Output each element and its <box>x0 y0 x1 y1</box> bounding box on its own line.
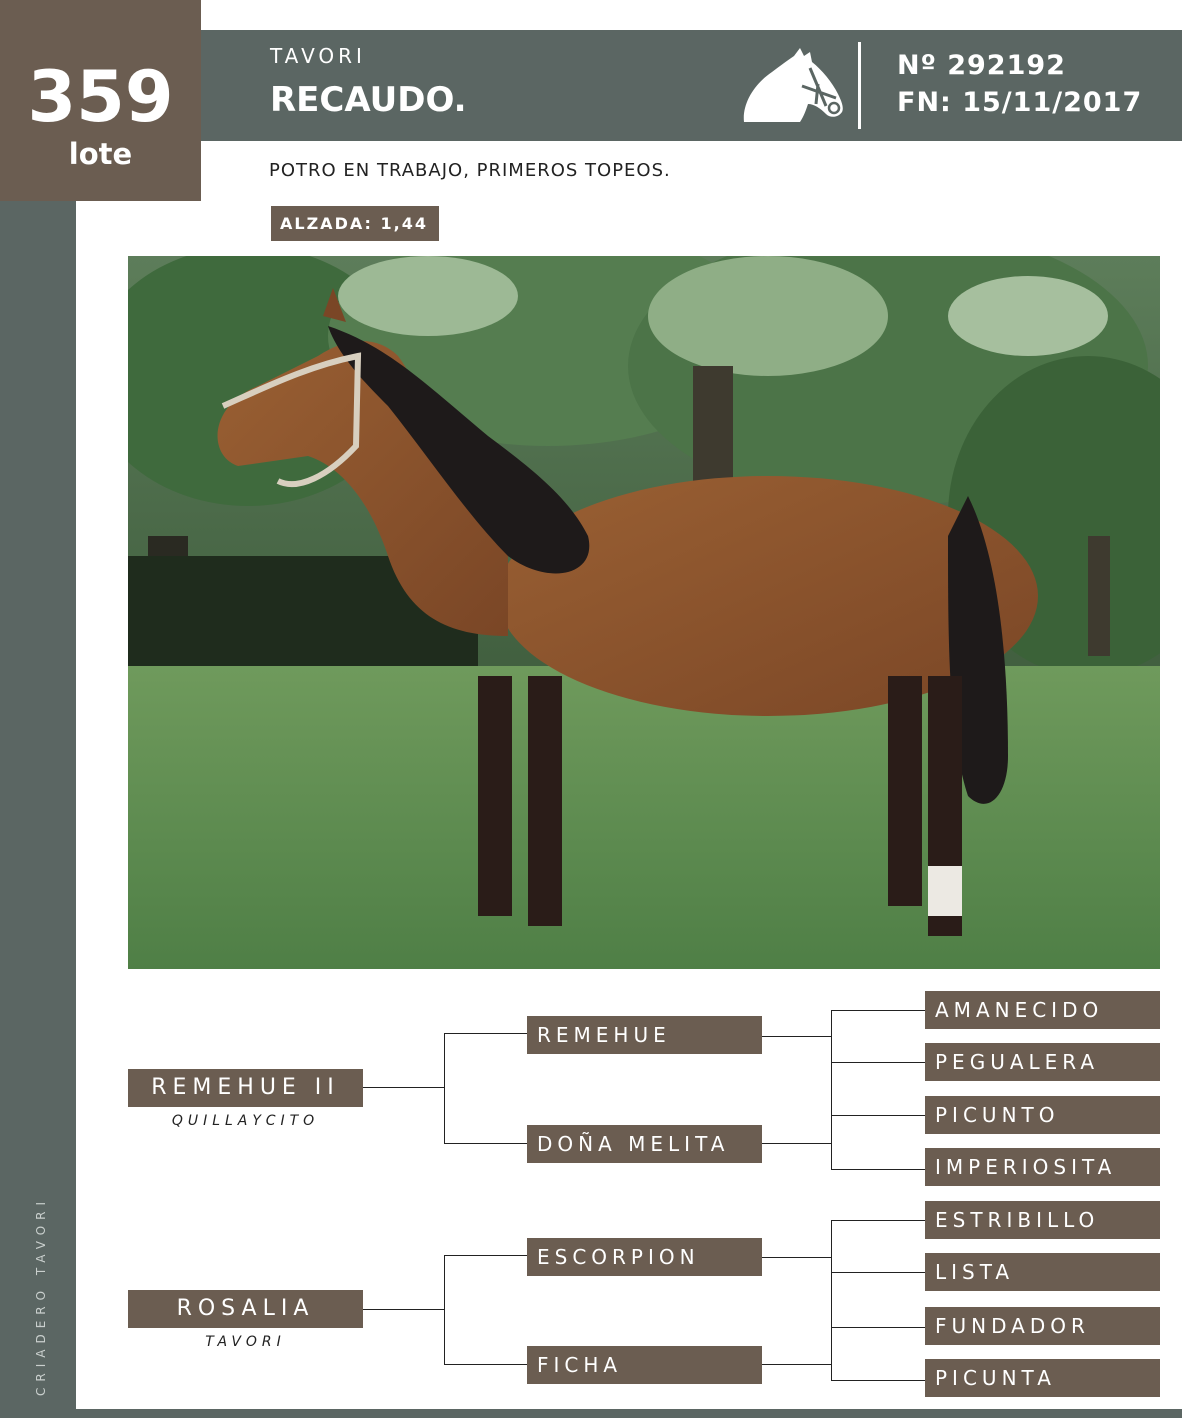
connector <box>831 1380 925 1381</box>
connector <box>444 1143 527 1144</box>
connector <box>444 1255 445 1365</box>
pedigree-great-3: PICUNTO <box>925 1096 1160 1134</box>
connector <box>831 1010 925 1011</box>
pedigree-great-7: FUNDADOR <box>925 1307 1160 1345</box>
connector <box>444 1033 445 1144</box>
connector <box>761 1143 831 1144</box>
connector <box>831 1010 832 1063</box>
sidebar-breeder-text: CRIADERO TAVORI <box>34 1195 48 1396</box>
connector <box>831 1169 925 1170</box>
header-divider <box>858 42 861 129</box>
lot-label: lote <box>68 137 133 171</box>
pedigree-dam: ROSALIA <box>128 1290 363 1328</box>
pedigree-maternal-grandsire: ESCORPION <box>527 1238 762 1276</box>
pedigree-great-6: LISTA <box>925 1253 1160 1291</box>
connector <box>761 1364 831 1365</box>
pedigree-great-5: ESTRIBILLO <box>925 1201 1160 1239</box>
connector <box>831 1062 925 1063</box>
breeder-name: TAVORI <box>270 44 366 68</box>
registration-number: Nº 292192 <box>897 50 1066 81</box>
connector <box>761 1257 831 1258</box>
connector <box>444 1033 527 1034</box>
pedigree-great-8: PICUNTA <box>925 1359 1160 1397</box>
connector <box>363 1087 445 1088</box>
connector <box>831 1220 925 1221</box>
horse-photo <box>128 256 1160 969</box>
pedigree-paternal-granddam: DOÑA MELITA <box>527 1125 762 1163</box>
connector <box>831 1220 832 1273</box>
connector <box>831 1327 925 1328</box>
height-badge: ALZADA: 1,44 <box>271 206 439 241</box>
description: POTRO EN TRABAJO, PRIMEROS TOPEOS. <box>269 160 671 181</box>
horse-name: RECAUDO. <box>270 80 467 120</box>
bottom-strip <box>0 1409 1182 1418</box>
pedigree-dam-breeder: TAVORI <box>205 1334 286 1350</box>
pedigree-sire-breeder: QUILLAYCITO <box>171 1113 320 1129</box>
connector <box>363 1309 445 1310</box>
connector <box>831 1063 832 1170</box>
pedigree-great-4: IMPERIOSITA <box>925 1148 1160 1186</box>
pedigree-great-2: PEGUALERA <box>925 1043 1160 1081</box>
horse-head-icon <box>740 46 846 126</box>
pedigree-sire: REMEHUE II <box>128 1069 363 1107</box>
connector <box>831 1272 925 1273</box>
pedigree-paternal-grandsire: REMEHUE <box>527 1016 762 1054</box>
connector <box>761 1036 831 1037</box>
connector <box>444 1364 527 1365</box>
lot-number: 359 <box>27 56 174 138</box>
birth-date: FN: 15/11/2017 <box>897 87 1143 118</box>
connector <box>831 1115 925 1116</box>
pedigree-great-1: AMANECIDO <box>925 991 1160 1029</box>
lot-box <box>0 0 201 201</box>
pedigree-maternal-granddam: FICHA <box>527 1346 762 1384</box>
connector <box>444 1255 527 1256</box>
